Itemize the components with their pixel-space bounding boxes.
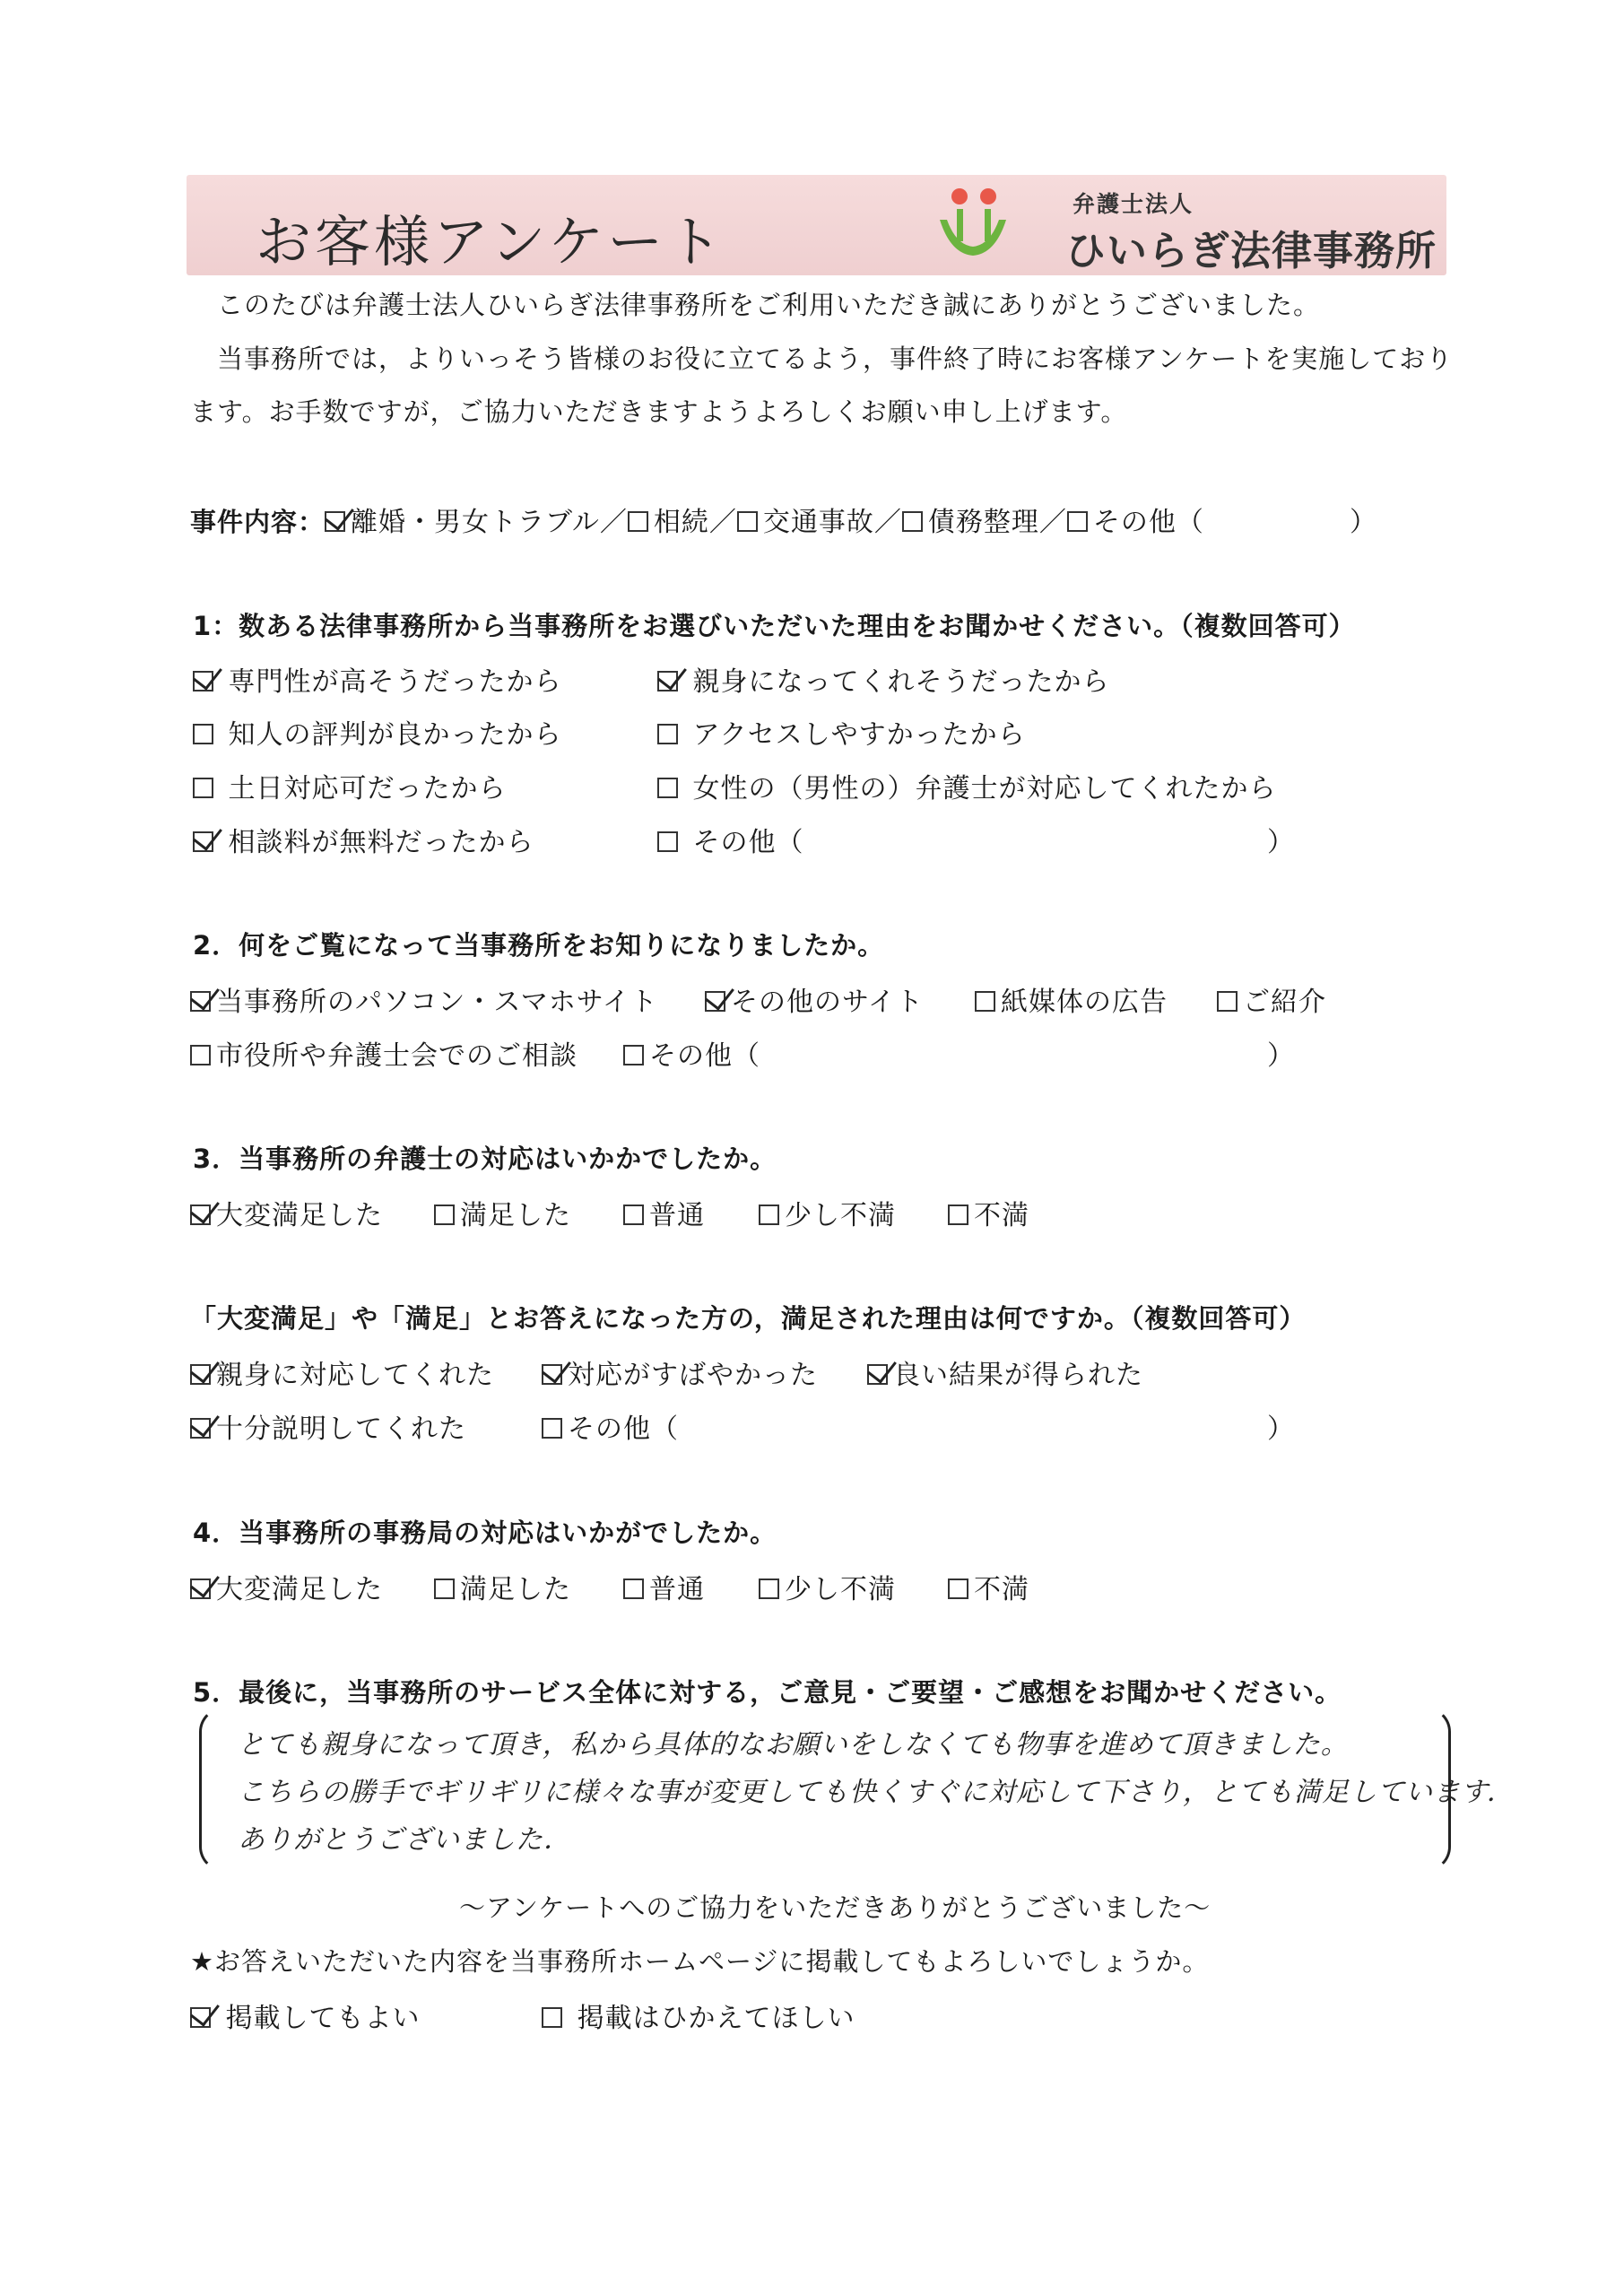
checkbox-icon [628,511,648,532]
q4-option[interactable]: 満足した [434,1567,571,1606]
comment-line-3: ありがとうございました． [238,1824,571,1856]
q2-close-paren: ） [1267,1040,1295,1072]
checkbox-checked-icon [705,991,725,1012]
checkbox-icon [193,724,213,744]
q3-option[interactable]: 大変満足した [190,1193,383,1232]
intro-line-3: ます。お手数ですが，ご協力いただきますようよろしくお願い申し上げます。 [190,396,1128,427]
checkbox-icon [948,1578,968,1599]
q4-option[interactable]: 少し不満 [759,1567,896,1606]
checkbox-checked-icon [190,1205,211,1225]
checkbox-icon [1217,991,1238,1012]
checkbox-icon [948,1205,968,1225]
q1-option[interactable]: その他（ [657,820,804,859]
intro-line-2: 当事務所では，よりいっそう皆様のお役に立てるよう，事件終了時にお客様アンケートを実施しており [217,344,1454,374]
case-option[interactable]: 相続／ [628,507,737,538]
checkbox-icon [657,724,678,744]
q1-option[interactable]: 土日対応可だったから [193,766,507,805]
page-title: お客様アンケート [256,209,726,274]
case-option[interactable]: その他（ [1067,507,1204,538]
checkbox-icon [902,511,923,532]
checkbox-checked-icon [325,511,345,532]
case-type-row [190,500,1204,539]
q3b-option[interactable]: 対応がすばやかった [542,1352,818,1392]
checkbox-icon [623,1045,644,1065]
q3b-option[interactable]: その他（ [542,1406,679,1446]
q5-title: 5．最後に，当事務所のサービス全体に対する，ご意見・ご要望・ご感想をお聞かせください。 [193,1677,1342,1708]
checkbox-icon [657,831,678,852]
checkbox-icon [623,1205,644,1225]
case-option[interactable]: 交通事故／ [737,507,902,538]
checkbox-icon [190,1045,211,1065]
q1-option[interactable]: 知人の評判が良かったから [193,712,562,752]
comment-line-2: こちらの勝手でギリギリに様々な事が変更しても快くすぐに対応して下さり，とても満足しています． [238,1777,1515,1808]
thanks-message: ～アンケートへのご協力をいただきありがとうございました～ [459,1892,1211,1923]
q3b-title: 「大変満足」や「満足」とお答えになった方の，満足された理由は何ですか。（複数回答可） [190,1303,1307,1334]
publish-option[interactable]: 掲載してもよい [190,1996,421,2035]
q1-option[interactable]: アクセスしやすかったから [657,712,1026,752]
q3-option[interactable]: 普通 [623,1193,705,1232]
q4-option[interactable]: 大変満足した [190,1567,383,1606]
q3-option[interactable]: 満足した [434,1193,571,1232]
q2-title: 2．何をご覧になって当事務所をお知りになりましたか。 [193,930,885,961]
checkbox-icon [975,991,995,1012]
q2-option[interactable]: その他のサイト [705,979,924,1019]
q1-option[interactable]: 親身になってくれそうだったから [657,659,1110,699]
q4-option[interactable]: 普通 [623,1567,705,1606]
q4-option[interactable]: 不満 [948,1567,1029,1606]
firm-logo-icon [933,184,1013,265]
case-type-label: 事件内容： [190,507,326,537]
q1-close-paren: ） [1267,827,1295,858]
case-option[interactable]: 債務整理／ [902,507,1067,538]
q3-title: 3．当事務所の弁護士の対応はいかかでしたか。 [193,1144,777,1174]
logo-subtitle: 弁護士法人 [1073,191,1194,217]
q2-option[interactable]: 紙媒体の広告 [975,979,1168,1019]
q4-title: 4．当事務所の事務局の対応はいかがでしたか。 [193,1518,777,1548]
q3b-close-paren: ） [1267,1413,1295,1445]
checkbox-icon [657,778,678,798]
checkbox-icon [759,1205,779,1225]
comment-line-1: とても親身になって頂き，私から具体的なお願いをしなくても物事を進めて頂きました。 [238,1729,1349,1761]
checkbox-icon [542,2007,562,2028]
intro-line-1: このたびは弁護士法人ひいらぎ法律事務所をご利用いただき誠にありがとうございました。 [217,290,1321,320]
checkbox-checked-icon [190,1364,211,1385]
q3-option[interactable]: 不満 [948,1193,1029,1232]
checkbox-icon [542,1418,562,1439]
q3b-option[interactable]: 十分説明してくれた [190,1406,466,1446]
q2-option[interactable]: ご紹介 [1217,979,1326,1019]
checkbox-icon [737,511,758,532]
checkbox-checked-icon [190,1418,211,1439]
checkbox-icon [193,778,213,798]
checkbox-checked-icon [193,831,213,852]
q2-option[interactable]: 当事務所のパソコン・スマホサイト [190,979,658,1019]
q1-option[interactable]: 相談料が無料だったから [193,820,534,859]
publish-question: ★お答えいただいた内容を当事務所ホームページに掲載してもよろしいでしょうか。 [190,1946,1210,1977]
case-option[interactable]: 離婚・男女トラブル／ [325,507,628,538]
q1-title: 1：数ある法律事務所から当事務所をお選びいただいた理由をお聞かせください。（複数回答可） [193,611,1356,641]
checkbox-checked-icon [190,991,211,1012]
q1-option[interactable]: 女性の（男性の）弁護士が対応してくれたから [657,766,1277,805]
case-close-paren: ） [1350,507,1377,538]
checkbox-icon [623,1578,644,1599]
q2-option[interactable]: 市役所や弁護士会でのご相談 [190,1033,578,1073]
checkbox-checked-icon [190,2007,211,2028]
checkbox-checked-icon [542,1364,562,1385]
checkbox-checked-icon [867,1364,888,1385]
checkbox-icon [434,1205,455,1225]
logo-name: ひいらぎ法律事務所 [1065,227,1437,274]
q3b-option[interactable]: 良い結果が得られた [867,1352,1143,1392]
q3b-option[interactable]: 親身に対応してくれた [190,1352,494,1392]
checkbox-icon [759,1578,779,1599]
checkbox-icon [1067,511,1088,532]
checkbox-checked-icon [657,671,678,691]
q2-option[interactable]: その他（ [623,1033,760,1073]
q1-option[interactable]: 専門性が高そうだったから [193,659,562,699]
checkbox-checked-icon [193,671,213,691]
publish-option[interactable]: 掲載はひかえてほしい [542,1996,855,2035]
checkbox-checked-icon [190,1578,211,1599]
checkbox-icon [434,1578,455,1599]
q3-option[interactable]: 少し不満 [759,1193,896,1232]
